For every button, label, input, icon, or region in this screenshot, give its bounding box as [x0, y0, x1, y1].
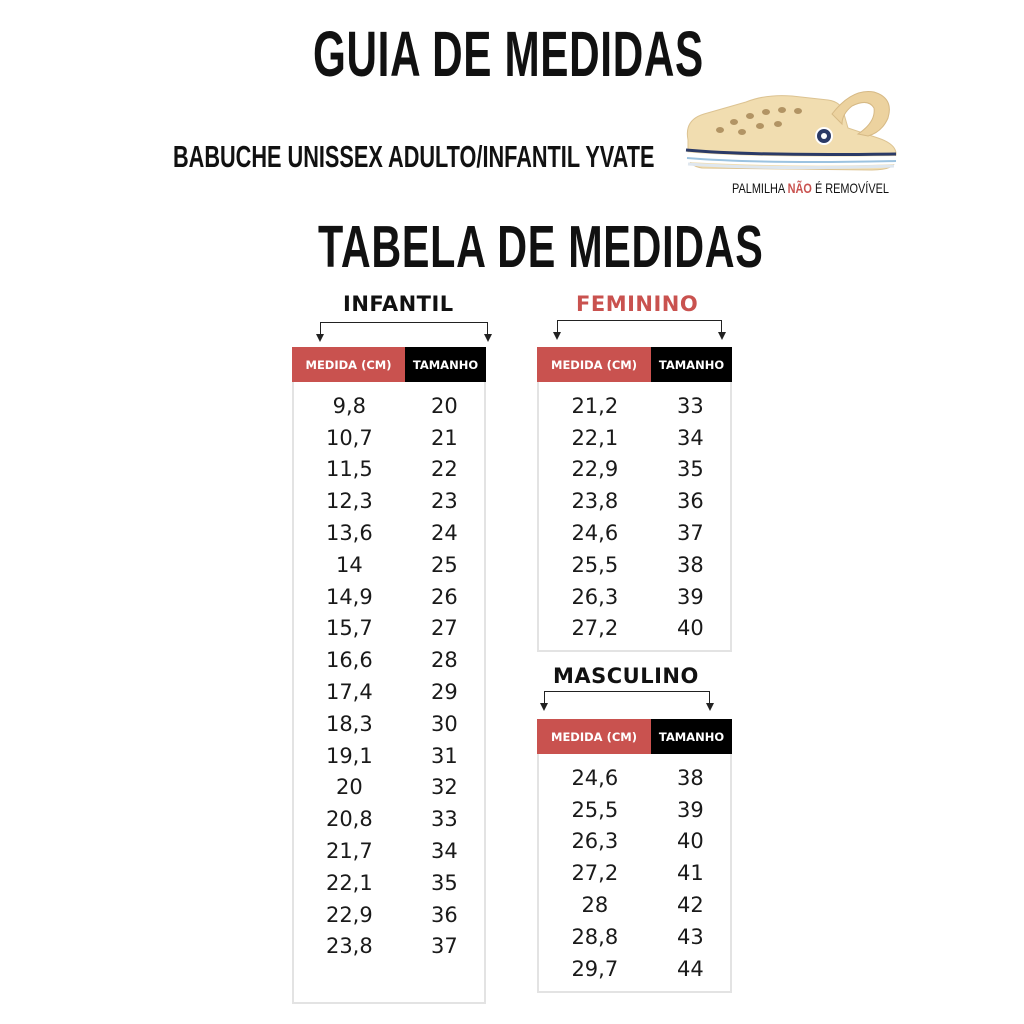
size-cell: 26 — [430, 584, 458, 609]
table-row — [294, 454, 484, 486]
size-cell: 33 — [430, 807, 458, 832]
table-row — [539, 390, 730, 422]
measure-cell: 21,7 — [325, 839, 373, 864]
arrow-down-icon — [484, 334, 492, 342]
col-header-size: TAMANHO — [651, 719, 732, 754]
table-row — [539, 422, 730, 454]
col-header-measure: MEDIDA (CM) — [537, 347, 651, 382]
table-row — [539, 857, 730, 889]
size-cell: 33 — [676, 393, 704, 418]
arrow-down-icon — [718, 332, 726, 340]
table-row — [539, 549, 730, 581]
clog-shoe-icon — [682, 84, 904, 176]
measure-cell: 27,2 — [571, 861, 619, 886]
size-cell: 35 — [430, 870, 458, 895]
size-cell: 37 — [430, 934, 458, 959]
measure-cell: 24,6 — [571, 521, 619, 546]
insole-note — [732, 181, 889, 195]
size-cell: 42 — [676, 893, 704, 918]
col-header-measure: MEDIDA (CM) — [537, 719, 651, 754]
table-row — [539, 921, 730, 953]
size-cell: 21 — [430, 425, 458, 450]
infantil-bracket — [320, 322, 488, 338]
measure-cell: 10,7 — [325, 425, 373, 450]
measure-cell: 15,7 — [325, 616, 373, 641]
measure-cell: 20,8 — [325, 807, 373, 832]
measure-cell: 22,1 — [325, 870, 373, 895]
measure-cell: 13,6 — [325, 521, 373, 546]
measure-cell: 14 — [335, 552, 363, 577]
size-cell: 39 — [676, 797, 704, 822]
table-row — [294, 676, 484, 708]
size-cell: 43 — [676, 924, 704, 949]
table-row — [294, 931, 484, 963]
table-row — [294, 549, 484, 581]
table-row — [294, 644, 484, 676]
arrow-down-icon — [316, 334, 324, 342]
size-cell: 41 — [676, 861, 704, 886]
measure-cell: 25,5 — [571, 797, 619, 822]
size-cell: 28 — [430, 648, 458, 673]
masculino-title: MASCULINO — [553, 664, 699, 688]
measure-cell: 29,7 — [571, 956, 619, 981]
table-row — [539, 613, 730, 645]
measure-cell: 25,5 — [571, 552, 619, 577]
table-row — [539, 889, 730, 921]
size-cell: 29 — [430, 680, 458, 705]
table-row — [539, 953, 730, 985]
size-cell: 37 — [676, 521, 704, 546]
table-row — [294, 740, 484, 772]
product-name: BABUCHE UNISSEX ADULTO/INFANTIL YVATE — [173, 139, 655, 174]
size-cell: 36 — [676, 489, 704, 514]
table-row — [294, 390, 484, 422]
measure-cell: 12,3 — [325, 489, 373, 514]
size-cell: 30 — [430, 711, 458, 736]
feminino-title: FEMININO — [576, 292, 699, 316]
col-header-size: TAMANHO — [405, 347, 486, 382]
measure-cell: 23,8 — [571, 489, 619, 514]
measure-cell: 24,6 — [571, 765, 619, 790]
arrow-down-icon — [706, 703, 714, 711]
table-header — [537, 347, 732, 382]
col-header-size: TAMANHO — [651, 347, 732, 382]
table-row — [539, 794, 730, 826]
size-cell: 25 — [430, 552, 458, 577]
table-title: TABELA DE MEDIDAS — [318, 214, 764, 280]
col-header-measure: MEDIDA (CM) — [292, 347, 405, 382]
arrow-down-icon — [553, 332, 561, 340]
size-cell: 34 — [430, 839, 458, 864]
table-row — [294, 485, 484, 517]
table-row — [294, 803, 484, 835]
size-cell: 23 — [430, 489, 458, 514]
measure-cell: 19,1 — [325, 743, 373, 768]
measure-cell: 23,8 — [325, 934, 373, 959]
size-cell: 20 — [430, 393, 458, 418]
measure-cell: 28,8 — [571, 924, 619, 949]
size-cell: 40 — [676, 616, 704, 641]
size-cell: 38 — [676, 552, 704, 577]
measure-cell: 11,5 — [325, 457, 373, 482]
table-body — [537, 382, 732, 652]
size-cell: 22 — [430, 457, 458, 482]
size-cell: 38 — [676, 765, 704, 790]
table-body — [292, 382, 486, 1004]
size-cell: 44 — [676, 956, 704, 981]
measure-cell: 17,4 — [325, 680, 373, 705]
size-cell: 24 — [430, 521, 458, 546]
masculino-bracket — [544, 691, 710, 707]
table-row — [539, 826, 730, 858]
table-row — [294, 517, 484, 549]
measure-cell: 26,3 — [571, 584, 619, 609]
measure-cell: 22,9 — [325, 902, 373, 927]
size-cell: 32 — [430, 775, 458, 800]
feminino-bracket — [557, 320, 722, 336]
table-row — [539, 581, 730, 613]
table-row — [294, 422, 484, 454]
measure-cell: 9,8 — [332, 393, 367, 418]
measure-cell: 22,1 — [571, 425, 619, 450]
masculino-table — [537, 719, 732, 993]
measure-cell: 20 — [335, 775, 363, 800]
insole-note-highlight: NÃO — [787, 180, 812, 196]
table-body — [537, 754, 732, 993]
measure-cell: 16,6 — [325, 648, 373, 673]
size-cell: 36 — [430, 902, 458, 927]
table-row — [539, 762, 730, 794]
feminino-table — [537, 347, 732, 652]
table-row — [294, 708, 484, 740]
table-row — [294, 835, 484, 867]
size-cell: 31 — [430, 743, 458, 768]
table-row — [539, 485, 730, 517]
infantil-table — [292, 347, 486, 1004]
measure-cell: 22,9 — [571, 457, 619, 482]
table-row — [294, 772, 484, 804]
measure-cell: 21,2 — [571, 393, 619, 418]
measure-cell: 18,3 — [325, 711, 373, 736]
size-cell: 40 — [676, 829, 704, 854]
table-row — [294, 581, 484, 613]
insole-note-text: PALMILHA — [732, 180, 788, 196]
table-row — [294, 899, 484, 931]
table-header — [292, 347, 486, 382]
table-row — [294, 613, 484, 645]
measure-cell: 28 — [581, 893, 609, 918]
insole-note-text-end: É REMOVÍVEL — [811, 180, 889, 196]
infantil-title: INFANTIL — [343, 292, 454, 316]
table-header — [537, 719, 732, 754]
size-cell: 27 — [430, 616, 458, 641]
measure-cell: 14,9 — [325, 584, 373, 609]
table-row — [539, 454, 730, 486]
table-row — [294, 867, 484, 899]
size-cell: 39 — [676, 584, 704, 609]
page-title: GUIA DE MEDIDAS — [313, 18, 704, 90]
arrow-down-icon — [540, 703, 548, 711]
measure-cell: 27,2 — [571, 616, 619, 641]
size-cell: 34 — [676, 425, 704, 450]
size-cell: 35 — [676, 457, 704, 482]
measure-cell: 26,3 — [571, 829, 619, 854]
table-row — [539, 517, 730, 549]
